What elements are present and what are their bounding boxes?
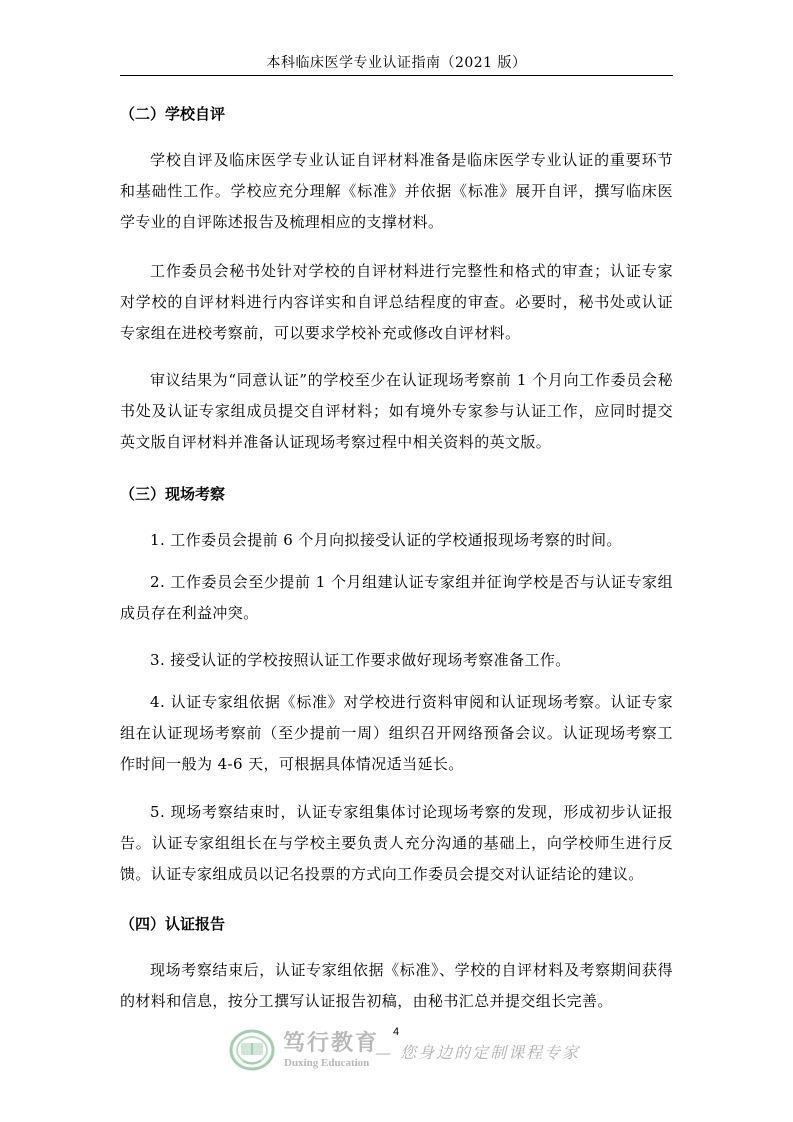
- running-header: 本科临床医学专业认证指南（2021 版）: [266, 55, 527, 71]
- page-number: 4: [393, 1026, 400, 1038]
- paragraph-self-evaluation-3: 审议结果为“同意认证”的学校至少在认证现场考察前 1 个月向工作委员会秘书处及认证专家组成员提交自评材料；如有境外专家参与认证工作，应同时提交英文版自评材料并准备认证现场考察过程中相关资料的英文版。: [120, 371, 673, 451]
- section-heading-report: （四）认证报告: [120, 915, 226, 933]
- list-item-site-visit-5: 5. 现场考察结束时，认证专家组集体讨论现场考察的发现，形成初步认证报告。认证专家组组长在与学校主要负责人充分沟通的基础上，向学校师生进行反馈。认证专家组成员以记名投票的方式向工作委员会提交对认证结论的建议。: [120, 803, 673, 883]
- paragraph-report-1: 现场考察结束后，认证专家组依据《标准》、学校的自评材料及考察期间获得的材料和信息，按分工撰写认证报告初稿，由秘书汇总并提交组长完善。: [120, 961, 673, 1010]
- brand-slogan: — 您身边的定制课程专家: [375, 1043, 581, 1062]
- duxing-logo-icon: [228, 1028, 276, 1072]
- brand-name: 笃行教育: [283, 1030, 380, 1056]
- list-item-site-visit-1: 1. 工作委员会提前 6 个月向拟接受认证的学校通报现场考察的时间。: [150, 531, 622, 549]
- list-item-site-visit-3: 3. 接受认证的学校按照认证工作要求做好现场考察准备工作。: [150, 651, 571, 669]
- list-item-site-visit-4: 4. 认证专家组依据《标准》对学校进行资料审阅和认证现场考察。认证专家组在认证现场考察前（至少提前一周）组织召开网络预备会议。认证现场考察工作时间一般为 4-6 天，可根据具体情况适当延长。: [120, 693, 673, 773]
- list-item-site-visit-2: 2. 工作委员会至少提前 1 个月组建认证专家组并征询学校是否与认证专家组成员存在利益冲突。: [120, 573, 673, 622]
- paragraph-self-evaluation-2: 工作委员会秘书处针对学校的自评材料进行完整性和格式的审查；认证专家对学校的自评材料进行内容详实和自评总结程度的审查。必要时，秘书处或认证专家组在进校考察前，可以要求学校补充或修改自评材料。: [120, 262, 673, 342]
- paragraph-self-evaluation-1: 学校自评及临床医学专业认证自评材料准备是临床医学专业认证的重要环节和基础性工作。学校应充分理解《标准》并依据《标准》展开自评，撰写临床医学专业的自评陈述报告及梳理相应的支撑材料。: [120, 151, 673, 231]
- section-heading-site-visit: （三）现场考察: [120, 485, 226, 503]
- brand-name-english: Duxing Education: [284, 1057, 370, 1069]
- header-divider: [120, 75, 673, 76]
- section-heading-self-evaluation: （二）学校自评: [120, 105, 226, 123]
